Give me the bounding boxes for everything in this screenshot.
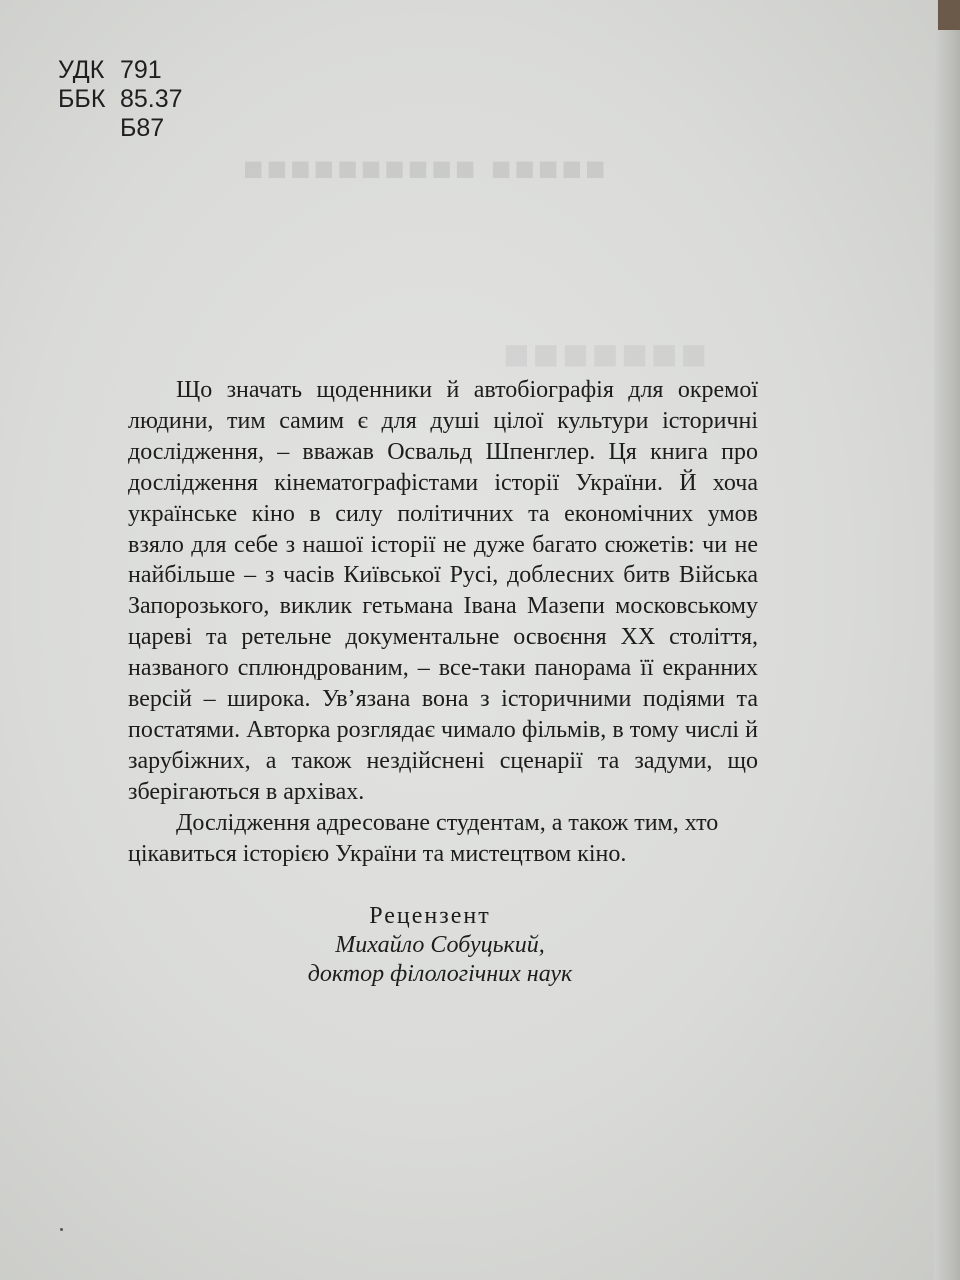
show-through-text: ■■■■■ ■■■■■■■■■■ xyxy=(240,150,606,188)
bbk-label: ББК xyxy=(58,85,106,113)
reviewer-degree: доктор філологічних наук xyxy=(307,961,573,987)
annotation-paragraph-1: Що значать щоденники й автобіографія для окремої людини, тим самим є для душі цілої культури історичні дослідження, – вважав Освальд Шпенглер. Ця книга про дослідження кінематографістами історії України. Й хоча українське кіно в силу політичних та економічних умов взяло для себе з нашої історії не дуже багато сюжетів: чи не найбільше – з часів Київської Русі, доблесних битв Війська Запорозького, виклик гетьмана Івана Мазепи московському цареві та ретельне документальне освоєння XX століття, названого сплюндрованим, – все-таки панорама її екранних версій – широка. Ув’язана вона з історичними подіями та постатями. Авторка розглядає чимало фільмів, в тому числі й зарубіжних, а також нездійснені сценарії та задуми, що зберігаються в архівах. xyxy=(128,377,758,805)
udk-label: УДК xyxy=(58,56,105,84)
udk-value: 791 xyxy=(120,56,162,84)
book-annotation xyxy=(128,375,758,870)
page-edge xyxy=(934,0,960,1280)
paper-speck xyxy=(60,1228,63,1231)
reviewer-block xyxy=(250,902,750,989)
author-code: Б87 xyxy=(120,114,165,142)
udk-row xyxy=(58,56,183,85)
reviewer-title: Рецензент xyxy=(369,903,491,929)
classification-codes xyxy=(58,56,183,143)
author-code-row xyxy=(58,114,183,143)
cover-corner xyxy=(938,0,960,30)
bbk-value: 85.37 xyxy=(120,85,183,113)
bbk-row xyxy=(58,85,183,114)
annotation-paragraph-2: Дослідження адресоване студентам, а також тим, хто цікавиться історією України та мистецтвом кіно. xyxy=(128,809,719,867)
reviewer-name: Михайло Собуцький, xyxy=(335,932,545,958)
show-through-title: ■■■■■■■ xyxy=(500,330,708,379)
